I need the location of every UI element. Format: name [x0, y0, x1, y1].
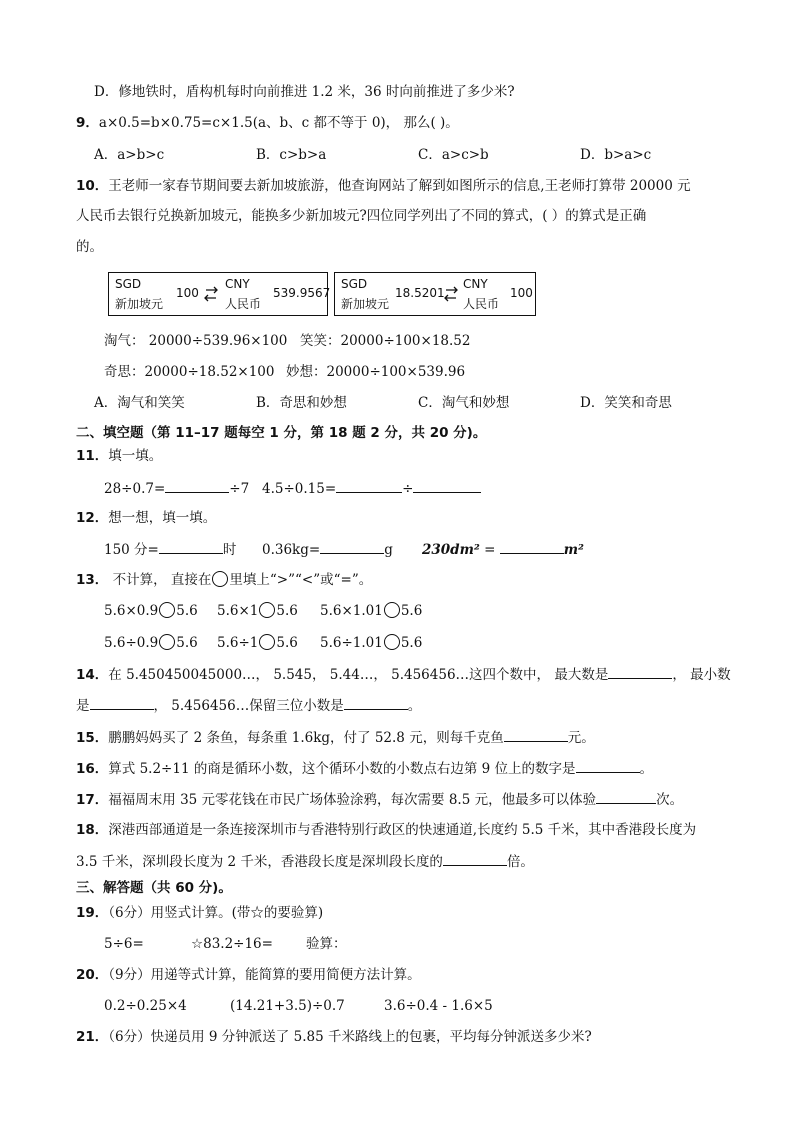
q18-end: 倍。	[506, 854, 534, 870]
formula-xiaoxiao: 笑笑：20000÷100×18.52	[300, 333, 471, 349]
q11-b-mid: ÷	[402, 481, 414, 497]
q14-line-2	[76, 695, 421, 716]
q15-number: 15．	[76, 730, 109, 746]
answer-blank[interactable]	[576, 758, 640, 773]
q11-text: 填一填。	[108, 448, 163, 464]
box2-name-cny: 人民币	[463, 297, 500, 311]
q14-text-1-end: ， 最小数	[672, 667, 731, 683]
formula-taoqi: 淘气： 20000÷539.96×100	[104, 333, 288, 349]
q16-number: 16．	[76, 761, 109, 777]
section-2-heading: 二、填空题（第 11–17 题每空 1 分，第 18 题 2 分，共 20 分)。	[76, 425, 487, 441]
q21-number: 21．	[76, 1029, 109, 1045]
q20-item-3: 3.6÷0.4 - 1.6×5	[384, 998, 493, 1014]
q11-item-b	[262, 478, 481, 499]
q20-score: （9分）	[108, 967, 151, 983]
answer-blank[interactable]	[608, 664, 672, 679]
q9-number: 9．	[76, 115, 99, 131]
q12-b-left: 0.36kg=	[262, 542, 321, 558]
box1-name-sgd: 新加坡元	[115, 297, 164, 311]
q13-text-b: 里填上“>”“<”或“=”。	[229, 572, 373, 588]
answer-blank[interactable]	[336, 478, 402, 493]
q13-value: 5.6	[400, 603, 423, 619]
answer-blank[interactable]	[504, 727, 568, 742]
q13-value: 5.6	[276, 635, 298, 651]
q10-number: 10．	[76, 178, 109, 194]
q18-text-2: 3.5 千米，深圳段长度为 2 千米，香港段长度是深圳段长度的	[76, 854, 443, 870]
q19-item-2: ☆83.2÷16=	[191, 936, 273, 952]
q13-expr: 5.6×1	[217, 603, 259, 619]
q11-item-a	[104, 478, 249, 499]
q11-number: 11．	[76, 448, 109, 464]
q18-line-1	[76, 820, 696, 840]
q12-item-b	[262, 539, 393, 560]
q20-item-2: (14.21+3.5)÷0.7	[230, 998, 345, 1014]
box1-name-cny: 人民币	[225, 297, 262, 311]
q9-text: a×0.5=b×0.75=c×1.5(a、b、c 都不等于 0)， 那么( )。	[98, 115, 459, 131]
compare-circle[interactable]	[384, 602, 400, 618]
q21-text: 快递员用 9 分钟派送了 5.85 千米路线上的包裹，平均每分钟派送多少米?	[150, 1029, 592, 1045]
q15	[76, 727, 595, 748]
q19-stem	[76, 903, 323, 923]
compare-circle[interactable]	[259, 634, 275, 650]
exchange-rate-box-2	[334, 272, 536, 316]
box1-value-cny: 539.9567	[273, 286, 331, 300]
q17-text: 福福周末用 35 元零花钱在市民广场体验涂鸦，每次需要 8.5 元，他最多可以体验	[108, 792, 597, 808]
q13-stem	[76, 570, 372, 590]
q13-row1-item1	[104, 601, 198, 621]
answer-blank[interactable]	[596, 789, 656, 804]
box1-code-cny: CNY	[225, 277, 250, 291]
box2-value-cny: 100	[510, 286, 533, 300]
q20-number: 20．	[76, 967, 109, 983]
q9-option-a: A．a>b>c	[94, 147, 165, 163]
q21-stem	[76, 1027, 592, 1047]
q20-item-1: 0.2÷0.25×4	[104, 998, 187, 1014]
q13-row1-item2	[217, 601, 298, 621]
section-3-heading: 三、解答题（共 60 分)。	[76, 880, 232, 896]
q12-stem	[76, 508, 216, 528]
q21-score: （6分）	[108, 1029, 151, 1045]
q12-a-right: 时	[222, 542, 237, 558]
formula-qisi: 奇思：20000÷18.52×100	[104, 364, 275, 380]
q15-end: 元。	[567, 730, 595, 746]
q14-line-1	[76, 664, 731, 685]
q13-expr: 5.6×1.01	[320, 603, 383, 619]
q20-text: 用递等式计算，能简算的要用简便方法计算。	[150, 967, 421, 983]
q13-value: 5.6	[176, 635, 198, 651]
q8-option-d: D．修地铁时，盾构机每时向前推进 1.2 米，36 时向前推进了多少米?	[94, 84, 515, 100]
answer-blank[interactable]	[90, 695, 154, 710]
q10-option-d: D．笑笑和奇思	[580, 395, 672, 411]
answer-blank[interactable]	[165, 478, 229, 493]
circle-icon	[212, 571, 228, 587]
compare-circle[interactable]	[259, 602, 275, 618]
answer-blank[interactable]	[344, 695, 408, 710]
q10-text-1: 王老师一家春节期间要去新加坡旅游，他查询网站了解到如图所示的信息,王老师打算带 20000 元	[108, 178, 691, 194]
answer-blank[interactable]	[413, 478, 481, 493]
exchange-rate-box-1	[108, 272, 331, 316]
q13-number: 13．	[76, 572, 109, 588]
box1-value-sgd: 100	[176, 286, 199, 300]
compare-circle[interactable]	[159, 634, 175, 650]
compare-circle[interactable]	[159, 602, 175, 618]
q18-line-2	[76, 851, 534, 872]
q9-option-d: D．b>a>c	[580, 147, 652, 163]
q10-option-b: B．奇思和妙想	[256, 395, 347, 411]
q9-stem	[76, 113, 459, 133]
q16-end: 。	[639, 761, 654, 777]
q11-b-left: 4.5÷0.15=	[262, 481, 337, 497]
q13-expr: 5.6×0.9	[104, 603, 159, 619]
q14-text-2-end: 。	[407, 698, 422, 714]
q17-end: 次。	[656, 792, 684, 808]
q16	[76, 758, 653, 779]
q13-expr: 5.6÷0.9	[104, 635, 159, 651]
q12-b-right: g	[384, 542, 393, 558]
q9-option-c: C．a>c>b	[418, 147, 489, 163]
q18-number: 18．	[76, 822, 109, 838]
q19-item-3: 验算：	[306, 936, 347, 952]
q10-line-1	[76, 176, 691, 196]
q11-a-right: ÷7	[229, 481, 250, 497]
q12-item-a	[104, 539, 236, 560]
q12-number: 12．	[76, 510, 109, 526]
q12-c-right: m²	[563, 542, 584, 558]
formula-miaoxiang: 妙想：20000÷100×539.96	[286, 364, 466, 380]
q19-number: 19．	[76, 905, 109, 921]
answer-blank[interactable]	[500, 539, 564, 554]
q13-text-a: 不计算， 直接在	[108, 572, 212, 588]
q13-value: 5.6	[176, 603, 198, 619]
q19-score: （6分）	[108, 905, 151, 921]
q13-row2-item2	[217, 633, 298, 653]
q13-expr: 5.6÷1.01	[320, 635, 383, 651]
q11-a-left: 28÷0.7=	[104, 481, 166, 497]
box2-code-cny: CNY	[463, 277, 488, 291]
q15-text: 鹏鹏妈妈买了 2 条鱼，每条重 1.6kg，付了 52.8 元，则每千克鱼	[108, 730, 504, 746]
q19-item-1: 5÷6=	[104, 936, 144, 952]
q12-text: 想一想，填一填。	[108, 510, 217, 526]
exchange-arrows-icon	[203, 285, 219, 303]
q9-option-b: B．c>b>a	[256, 147, 327, 163]
q17-number: 17．	[76, 792, 109, 808]
box2-name-sgd: 新加坡元	[341, 297, 390, 311]
compare-circle[interactable]	[384, 634, 400, 650]
q13-value: 5.6	[400, 635, 423, 651]
q17	[76, 789, 683, 810]
exchange-arrows-icon	[443, 285, 459, 303]
q16-text: 算式 5.2÷11 的商是循环小数，这个循环小数的小数点右边第 9 位上的数字是	[108, 761, 576, 777]
q13-value: 5.6	[276, 603, 298, 619]
q20-stem	[76, 965, 421, 985]
q14-text-2a: 是	[76, 698, 90, 714]
q10-option-c: C．淘气和妙想	[418, 395, 510, 411]
q13-row2-item1	[104, 633, 198, 653]
answer-blank[interactable]	[443, 851, 507, 866]
q13-row2-item3	[320, 633, 422, 653]
q14-text-2b: ， 5.456456…保留三位小数是	[153, 698, 344, 714]
q14-text-1: 在 5.450450045000…， 5.545， 5.44…， 5.456456…这四个数中， 最大数是	[108, 667, 609, 683]
box2-code-sgd: SGD	[341, 277, 368, 291]
answer-blank[interactable]	[320, 539, 384, 554]
q18-text-1: 深港西部通道是一条连接深圳市与香港特别行政区的快速通道,长度约 5.5 千米，其中香港段长度为	[108, 822, 697, 838]
q13-expr: 5.6÷1	[217, 635, 259, 651]
q14-number: 14．	[76, 667, 109, 683]
box1-code-sgd: SGD	[115, 277, 142, 291]
q11-stem	[76, 446, 162, 466]
q12-item-c	[422, 539, 584, 560]
q10-line-2: 人民币去银行兑换新加坡元，能换多少新加坡元?四位同学列出了不同的算式，( ）的算式是正确	[76, 208, 647, 224]
q12-c-left: 230dm²	[422, 542, 480, 558]
q12-a-left: 150 分=	[104, 542, 159, 558]
q13-row1-item3	[320, 601, 422, 621]
q10-option-a: A．淘气和笑笑	[94, 395, 185, 411]
q10-line-3: 的。	[76, 239, 103, 255]
q12-c-eq: =	[484, 542, 496, 558]
q19-text: 用竖式计算。(带☆的要验算)	[150, 905, 324, 921]
answer-blank[interactable]	[159, 539, 223, 554]
box2-value-sgd: 18.5201	[395, 286, 445, 300]
